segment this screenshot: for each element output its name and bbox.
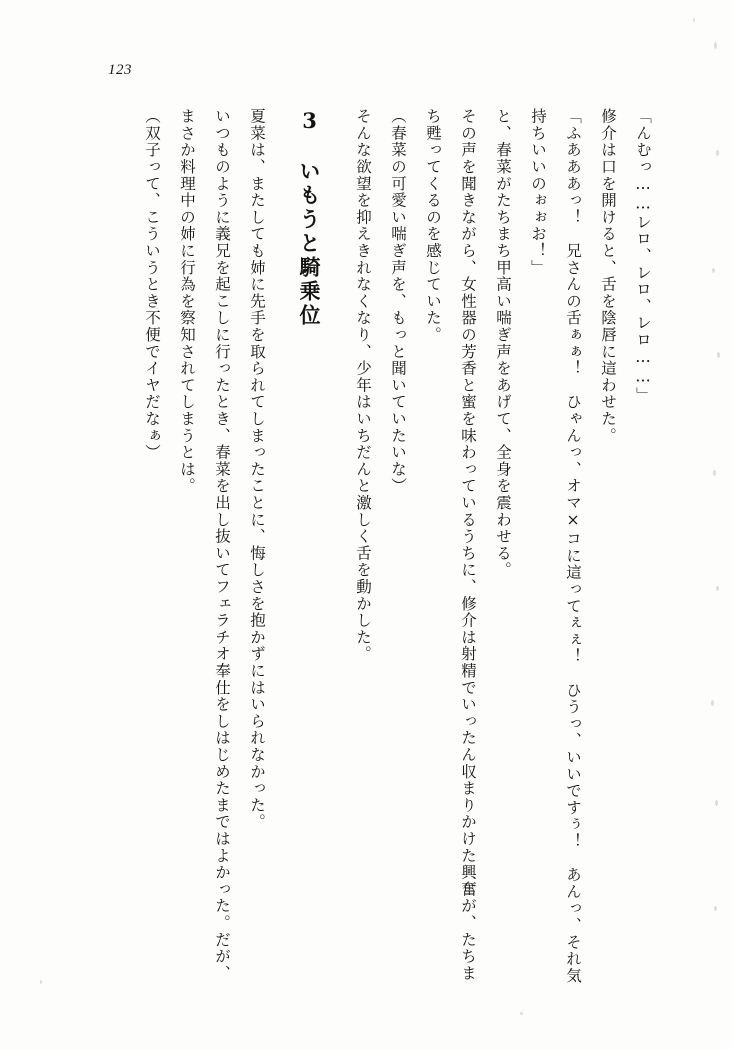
paragraph-10: （双子って、こういうとき不便でイヤだなぁ） <box>143 108 161 461</box>
paragraph-3: 「ふあああっ！ 兄さんの舌ぁぁ！ ひゃんっ、オマ×コに這ってぇぇ！ ひうっ、いいですぅ！ あんっ、それ気持ちいいのぉぉお！」 <box>529 108 582 985</box>
scan-speck <box>520 1012 523 1015</box>
section-heading: 3 いもうと騎乗位 <box>297 108 322 328</box>
scan-speck <box>714 906 717 911</box>
scan-speck <box>712 268 715 273</box>
paragraph-5: その声を聞きながら、女性器の芳香と蜜を味わっているうちに、修介は射精でいったん収まりかけた興奮が、たちまち甦ってくるのを感じていた。 <box>424 108 477 982</box>
paragraph-7: そんな欲望を抑えきれなくなり、少年はいちだんと激しく舌を動かした。 <box>354 108 372 663</box>
scan-speck <box>713 470 716 476</box>
paragraph-4: と、春菜がたちまち甲高い喘ぎ声をあげて、全身を震わせる。 <box>494 108 512 579</box>
scan-speck <box>714 42 717 49</box>
scan-speck <box>716 150 719 156</box>
scan-speck <box>711 700 714 706</box>
paragraph-8: 夏菜は、またしても姉に先手を取られてしまったことに、悔しさを抱かずにはいられなかった。 <box>248 108 266 831</box>
paragraph-1: 「んむっ……レロ、レロ、レロ……」 <box>634 108 652 404</box>
scan-speck <box>40 980 42 984</box>
paragraph-6: （春菜の可愛い喘ぎ声を、もっと聞いていたいな） <box>389 108 407 495</box>
paragraph-2: 修介は口を開けると、舌を陰唇に這わせた。 <box>599 108 617 444</box>
scan-speck <box>715 800 718 806</box>
scan-speck <box>693 18 695 22</box>
page-number: 123 <box>108 62 132 78</box>
page-body-text <box>60 108 660 988</box>
scan-speck <box>716 586 719 591</box>
scan-speck <box>717 352 720 358</box>
paragraph-9: いつものように義兄を起こしに行ったとき、春菜を出し抜いてフェラチオ奉仕をしはじめたまではよかった。だが、まさか料理中の姉に行為を察知されてしまうとは。 <box>178 108 231 982</box>
